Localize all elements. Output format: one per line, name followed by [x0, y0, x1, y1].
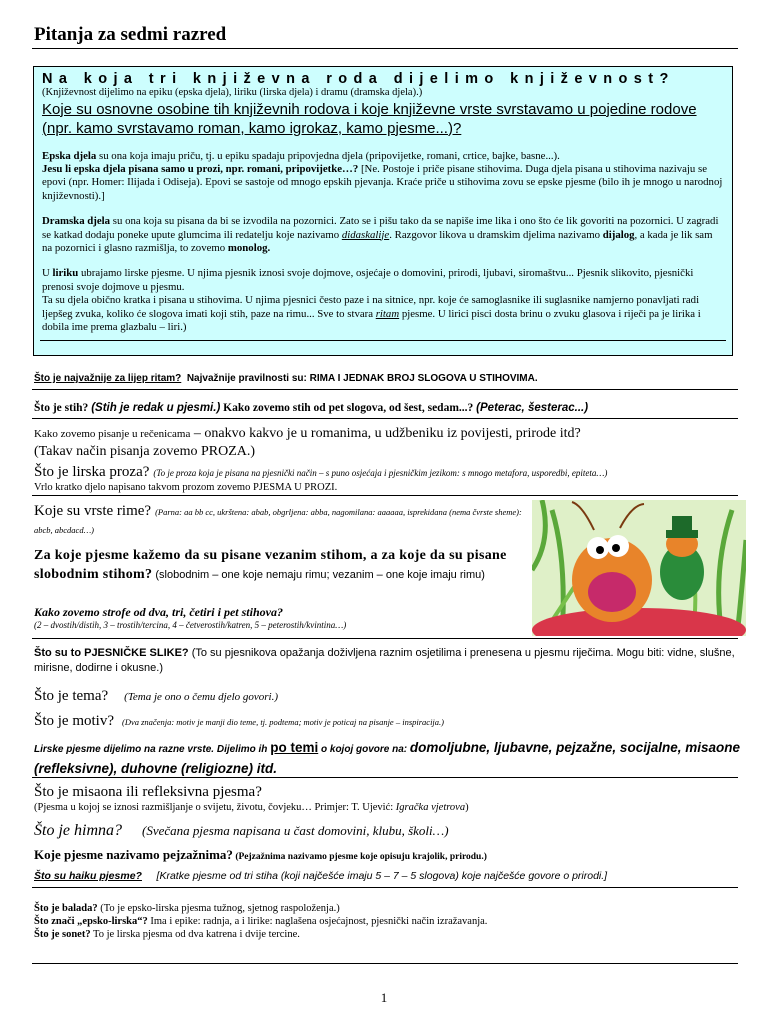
title-rule: [32, 48, 738, 49]
box-inner-rule: [40, 340, 726, 341]
strofe-block: [34, 605, 740, 631]
rime-answer: (Parna: aa bb cc, ukrštena: abab, obgrljena: abba, nagomilana: aaaaaa, isprekidana (nema čvrste sheme): abcb, abcdacd…): [34, 507, 522, 535]
misaona-answer: (Pjesma u kojoj se iznosi razmišljanje o svijetu, životu, čovjeku… Primjer: T. Ujević:: [34, 802, 396, 813]
box-heading-sub: (Književnost dijelimo na epiku (epska djela), liriku (lirska djela) i dramu (dramska djela).): [42, 87, 423, 98]
pejzazne-answer: (Pejzažnima nazivamo pjesme koje opisuju krajolik, prirodu.): [232, 852, 487, 862]
lirika-text1: ubrajamo lirske pjesme. U njima pjesnik iznosi svoje dojmove, osjećaje o domovini, prirodi, ljubavi, siromaštvu... Pjesnik slikovito, pjesnički prenosi svoje dojmove u pjesmu.: [42, 267, 694, 293]
rule-5: [32, 777, 738, 778]
motiv-question: Što je motiv?: [34, 713, 114, 729]
ritam-term: ritam: [375, 307, 400, 320]
epsko-lirska-answer: Ima i epike: radnja, a i lirike: naglašena osjećajnost, pjesnički način izražavanja.: [147, 916, 488, 927]
balada-question: Što je balada?: [34, 903, 98, 914]
haiku-answer: [Kratke pjesme od tri stiha (koji najčešće imaju 5 – 7 – 5 slogova) koje najčešće govore o prirodi.]: [156, 870, 608, 882]
tema-answer: (Tema je ono o čemu djelo govori.): [124, 691, 279, 703]
misaona-block: [34, 783, 740, 814]
slike-question: Što su to PJESNIČKE SLIKE?: [34, 647, 189, 659]
epska-paragraph: [42, 150, 724, 204]
dramska-term: Dramska djela: [42, 215, 111, 228]
vrste-text1: Lirske pjesme dijelimo na razne vrste. Dijelimo ih: [34, 744, 271, 755]
rule-2: [32, 418, 738, 419]
misaona-answer-end: ): [465, 802, 469, 813]
lirika-text3: pjesme. U lirici pisci dosta brinu o zvuku glasova i riječi pa je lirika i dobila ime prema glazbalu – liri.): [42, 307, 701, 333]
stih-answer2: (Peterac, šesterac...): [476, 402, 589, 414]
proza-block: [34, 425, 740, 460]
vrste-text3: o kojoj govore na:: [318, 744, 410, 755]
page-title: Pitanja za sedmi razred: [34, 24, 227, 45]
pejzazne-line: [34, 846, 740, 864]
himna-line: [34, 821, 740, 840]
page-number: 1: [380, 990, 388, 1005]
ritam-line: [34, 373, 740, 384]
rule-3: [32, 495, 738, 496]
didaskalije-term: didaskalije: [341, 228, 390, 241]
monolog-term: monolog.: [227, 241, 271, 254]
pejzazne-question: Koje pjesme nazivamo pejzažnima?: [34, 847, 233, 862]
epska-term: Epska djela: [42, 149, 97, 162]
epsko-lirska-question: Što znači „epsko-lirska“?: [34, 916, 148, 927]
dramska-text2: . Razgovor likova u dramskim djelima nazivamo: [389, 228, 603, 241]
vezani-answer: (slobodnim – one koje nemaju rimu; vezanim – one koje imaju rimu): [152, 569, 485, 581]
misaona-example: Igračka vjetrova: [395, 802, 466, 813]
lirska-proza-block: [34, 463, 740, 494]
lirska-proza-question: Što je lirska proza?: [34, 464, 150, 480]
haiku-line: [34, 870, 740, 882]
stih-line: [34, 402, 740, 414]
stih-question2: Kako zovemo stih od pet slogova, od šest, sedam...?: [223, 402, 474, 414]
vrste-text2: po temi: [270, 740, 319, 755]
proza-question-small: Kako zovemo pisanje u rečenicama: [34, 428, 191, 440]
stih-answer: (Stih je redak u pjesmi.): [91, 402, 221, 414]
rime-question: Koje su vrste rime?: [34, 503, 152, 519]
slike-block: [34, 646, 740, 676]
ritam-question: Što je najvažnije za lijep ritam?: [34, 373, 182, 384]
box-heading: Na koja tri književna roda dijelimo književnost?: [42, 71, 675, 87]
vrste-block: [34, 738, 740, 778]
epska-text: su ona koja imaju priču, tj. u epiku spadaju pripovjedna djela (pripovijetke, romani, crtice, bajke, basne...).: [96, 149, 560, 162]
box-question: Koje su osnovne osobine tih književnih rodova i koje književne vrste svrstavamo u pojedine rodove (npr. kamo svrstavamo roman, kamo igrokaz, kamo pjesme...)?: [42, 100, 697, 137]
epska-answer: [Ne. Postoje i priče pisane stihovima. Duga djela pisana u stihovima nazivaju se epovi (npr. Homer: Ilijada i Odiseja). Epovi se sastoje od mnogo epskih pjevanja. Kraće priče u stihovima zovu se epske pjesme (bilo ih je mnogo u narodnoj književnosti).]: [42, 162, 723, 202]
haiku-question: Što su haiku pjesme?: [34, 870, 142, 882]
info-box: [33, 66, 733, 356]
stih-question: Što je stih?: [34, 402, 89, 414]
proza-question-rest: – onakvo kakvo je u romanima, u udžbeniku iz povijesti, prirode itd?: [190, 426, 581, 441]
himna-answer: (Svečana pjesma napisana u čast domovini, klubu, školi…): [142, 823, 449, 838]
vezani-block: [34, 546, 524, 584]
lirika-paragraph: [42, 267, 724, 334]
motiv-line: [34, 712, 740, 730]
vezani-question: Za koje pjesme kažemo da su pisane vezanim stihom, a za koje da su pisane slobodnim stihom?: [34, 548, 507, 582]
rime-block: [34, 502, 524, 538]
strofe-answer: (2 – dvostih/distih, 3 – trostih/tercina, 4 – četverostih/katren, 5 – peterostih/kvintina…): [34, 620, 347, 630]
lirska-proza-answer2: Vrlo kratko djelo napisano takvom prozom zovemo PJESMA U PROZI.: [34, 482, 338, 493]
epska-question: Jesu li epska djela pisana samo u prozi, npr. romani, pripovijetke…?: [42, 162, 359, 175]
himna-question: Što je himna?: [34, 822, 122, 839]
lirska-proza-answer: (To je proza koja je pisana na pjesnički način – s puno osjećaja i pjesničkim jezikom: s mnogo metafora, usporedbi, epiteta…): [153, 468, 608, 478]
lirika-term: liriku: [52, 267, 79, 280]
vrste-text4: domoljubne, ljubavne, pejzažne, socijalne, misaone (refleksivne), duhovne (religiozne) itd.: [34, 740, 740, 776]
slike-answer: (To su pjesnikova opažanja doživljena raznim osjetilima i prenesena u pjesmu riječima. Mogu biti: vidne, slušne, mirisne, dodirne i okusne.): [34, 647, 735, 674]
rule-6: [32, 887, 738, 888]
tema-question: Što je tema?: [34, 688, 109, 704]
rule-4: [32, 638, 738, 639]
dramska-text1: su ona koja su pisana da bi se izvodila na pozornici. Zato se i pišu tako da se napiše ime lika i ono što će lik govoriti na pozornici. U zagradi se katkad dodaju poneke upute glumcima ili redatelju koje nazivamo: [42, 215, 719, 241]
tema-line: [34, 687, 740, 705]
strofe-question: Kako zovemo strofe od dva, tri, četiri i pet stihova?: [34, 605, 283, 619]
misaona-question: Što je misaona ili refleksivna pjesma?: [34, 784, 262, 800]
dramska-paragraph: [42, 215, 724, 255]
lirika-text0: U: [42, 267, 53, 280]
balada-answer: (To je epsko-lirska pjesma tužnog, sjetnog raspoloženja.): [97, 903, 340, 914]
ritam-answer: Najvažnije pravilnosti su: RIMA I JEDNAK BROJ SLOGOVA U STIHOVIMA.: [186, 373, 538, 384]
rule-7: [32, 963, 738, 964]
sonet-answer: To je lirska pjesma od dva katrena i dvije tercine.: [90, 929, 300, 940]
lirika-text2: Ta su djela obično kratka i pisana u stihovima. U njima pjesnici često paze i na sitnice, npr. koje će samoglasnike ili suglasnike namjerno ponavljati radi ljepšeg zvuka, koliko će slogova imati koji stih, paze na rimu... Sve to stvara: [42, 294, 700, 320]
motiv-answer: (Dva značenja: motiv je manji dio teme, tj. podtema; motiv je poticaj na pisanje – inspiracija.): [122, 717, 444, 727]
proza-answer: (Takav način pisanja zovemo PROZA.): [34, 444, 256, 459]
dramska-text3: , a kada je lik sam na pozornici i glasno razmišlja, to zovemo: [42, 228, 713, 254]
rule-1: [32, 389, 738, 390]
dijalog-term: dijalog: [602, 228, 635, 241]
sonet-question: Što je sonet?: [34, 929, 91, 940]
footer-questions: [34, 902, 740, 941]
